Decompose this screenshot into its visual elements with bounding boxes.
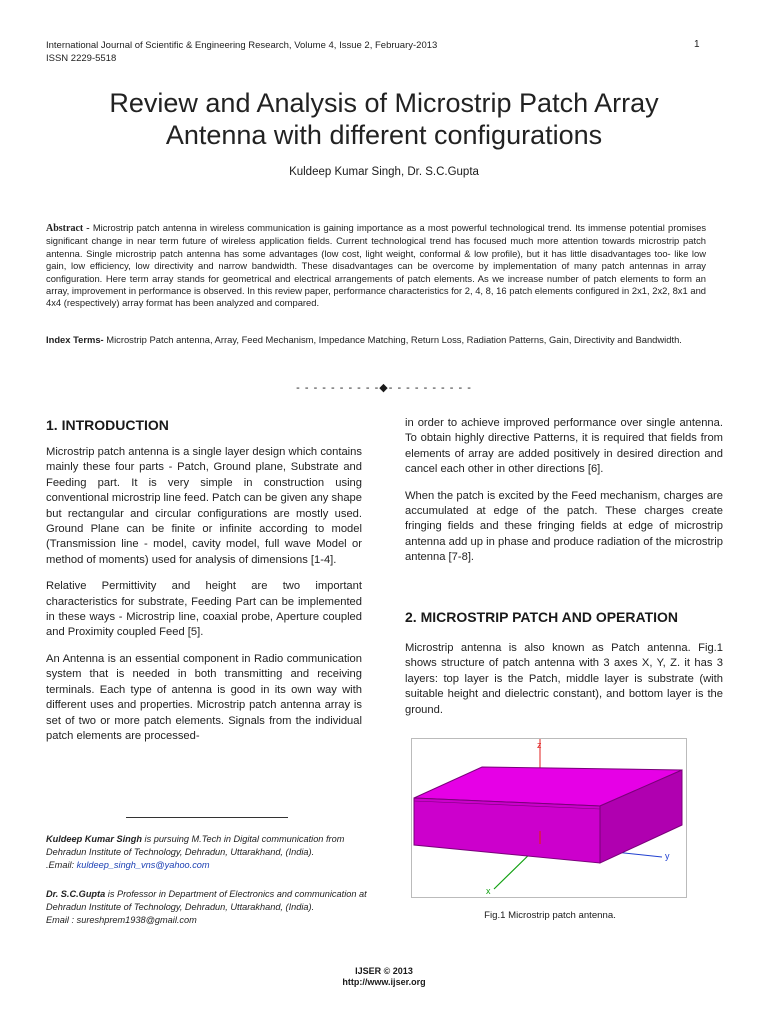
abstract	[46, 222, 706, 310]
footnote-author-2	[46, 888, 376, 928]
page-number: 1	[694, 39, 700, 50]
abstract-label: Abstract -	[46, 223, 90, 234]
z-axis-label: z	[537, 740, 542, 750]
footer-url[interactable]: http://www.ijser.org	[342, 977, 426, 987]
index-terms-text: Microstrip Patch antenna, Array, Feed Mechanism, Impedance Matching, Return Loss, Radiation Patterns, Gain, Directivity and Bandwidth.	[106, 334, 682, 345]
section-2-body	[405, 641, 723, 718]
section-1-heading: 1. INTRODUCTION	[46, 417, 169, 433]
intro-paragraph-1: Microstrip patch antenna is a single layer design which contains mainly these four parts - Patch, Ground plane, Substrate and Feeding part. It is very simple in construction using conventional microstrip line feed. Patch can be given any shape but rectangular and circular configurations are mostly used. Ground Plane can be finite or infinite according to model (Transmission line - model, cavity model, full wave Model or method of moments) used for analysis of dimensions [1-4].	[46, 446, 362, 566]
section-separator: - - - - - - - - - -◆- - - - - - - - - -	[296, 382, 472, 394]
footnote-author-2-email-label: Email :	[46, 915, 77, 926]
section-2-paragraph-1: Microstrip antenna is also known as Patch antenna. Fig.1 shows structure of patch antenna with 3 axes X, Y, Z. it has 3 layers: top layer is the Patch, middle layer is substrate (with suitable height and dielectric constant), and bottom layer is the ground.	[405, 642, 723, 716]
intro-paragraph-5: When the patch is excited by the Feed mechanism, charges are accumulated at edge of the patch. These charges create fringing fields and these fringing fields at edge of microstrip antenna add up in phase and produce radiation of the microstrip antenna [7-8].	[405, 489, 723, 564]
intro-paragraph-4: in order to achieve improved performance over single antenna. To obtain highly directive Patterns, it is required that fields from elements of array are added positively in desired direction and cancel each other in other directions [6].	[405, 417, 723, 476]
paper-title	[40, 87, 728, 151]
y-axis-label: y	[665, 851, 670, 861]
footer-copyright: IJSER © 2013	[355, 966, 413, 976]
index-terms-label: Index Terms-	[46, 334, 104, 345]
issn: ISSN 2229-5518	[46, 53, 117, 64]
figure-1	[411, 738, 687, 898]
footnote-author-2-text: is Professor in Department of Electronics and communication at Dehradun Institute of Technology, Dehradun, Uttarakhand, (India).	[46, 889, 367, 913]
authors: Kuldeep Kumar Singh, Dr. S.C.Gupta	[289, 166, 479, 178]
footnote-author-1-email[interactable]: kuldeep_singh_vns@yahoo.com	[76, 860, 210, 871]
title-line-1: Review and Analysis of Microstrip Patch Array	[109, 88, 659, 118]
title-line-2: Antenna with different configurations	[165, 120, 603, 150]
left-column	[46, 445, 362, 744]
running-header	[46, 39, 437, 65]
abstract-text: Microstrip patch antenna in wireless communication is gaining importance as a most powerful technological trend. Its immense potential promises significant change in near term future of wireless application fields. Current technological trend has focused much more attention towards microstrip patch antenna. Single microstrip patch antenna has some advantages (low cost, light weight, conformal & low profile), but it has little disadvantages too- like low gain, low efficiency, low directivity and narrow bandwidth. These disadvantages can be overcome by implementation of many patch antennas in array configuration. Here term array stands for geometrical and electrical arrangements of patch elements. As we increase number of patch elements to form an array, improvement in performance is observed. In this review paper, performance characteristics for 2, 4, 8, 16 patch elements configured in 2x1, 2x2, 8x1 and 4x4 (respectively) array format has been analyzed and compared.	[46, 222, 707, 309]
footnote-author-1-text: is pursuing M.Tech in Digital communication from Dehradun Institute of Technology, Dehradun, Uttarakhand, (India).	[46, 834, 345, 858]
footnote-rule	[126, 817, 288, 818]
footnote-author-1	[46, 833, 376, 873]
x-axis-label: x	[486, 886, 491, 896]
patch-antenna-illustration	[412, 739, 686, 897]
footnote-author-2-name: Dr. S.C.Gupta	[46, 889, 106, 899]
intro-paragraph-2: Relative Permittivity and height are two important characteristics for substrate, Feeding Part can be implemented in these ways - Microstrip line, coaxial probe, Aperture coupled and Proximity coupled Feed [5].	[46, 580, 362, 639]
intro-paragraph-3: An Antenna is an essential component in Radio communication system that is needed in both transmitting and receiving terminals. Each type of antenna is good in its own way with different uses and properties. Microstrip patch antenna array is set of two or more patch elements. Signals from the individual patch elements are processed-	[46, 652, 362, 742]
section-2-heading: 2. MICROSTRIP PATCH AND OPERATION	[405, 609, 679, 625]
footnote-author-1-name: Kuldeep Kumar Singh	[46, 834, 142, 844]
journal-name: International Journal of Scientific & Engineering Research, Volume 4, Issue 2, February-2013	[46, 40, 438, 51]
index-terms	[46, 334, 706, 346]
footnote-author-1-email-label: .Email:	[46, 860, 77, 871]
figure-1-caption: Fig.1 Microstrip patch antenna.	[484, 910, 616, 921]
right-column	[405, 416, 723, 566]
footnote-author-2-email[interactable]: sureshprem1938@gmail.com	[76, 915, 197, 926]
